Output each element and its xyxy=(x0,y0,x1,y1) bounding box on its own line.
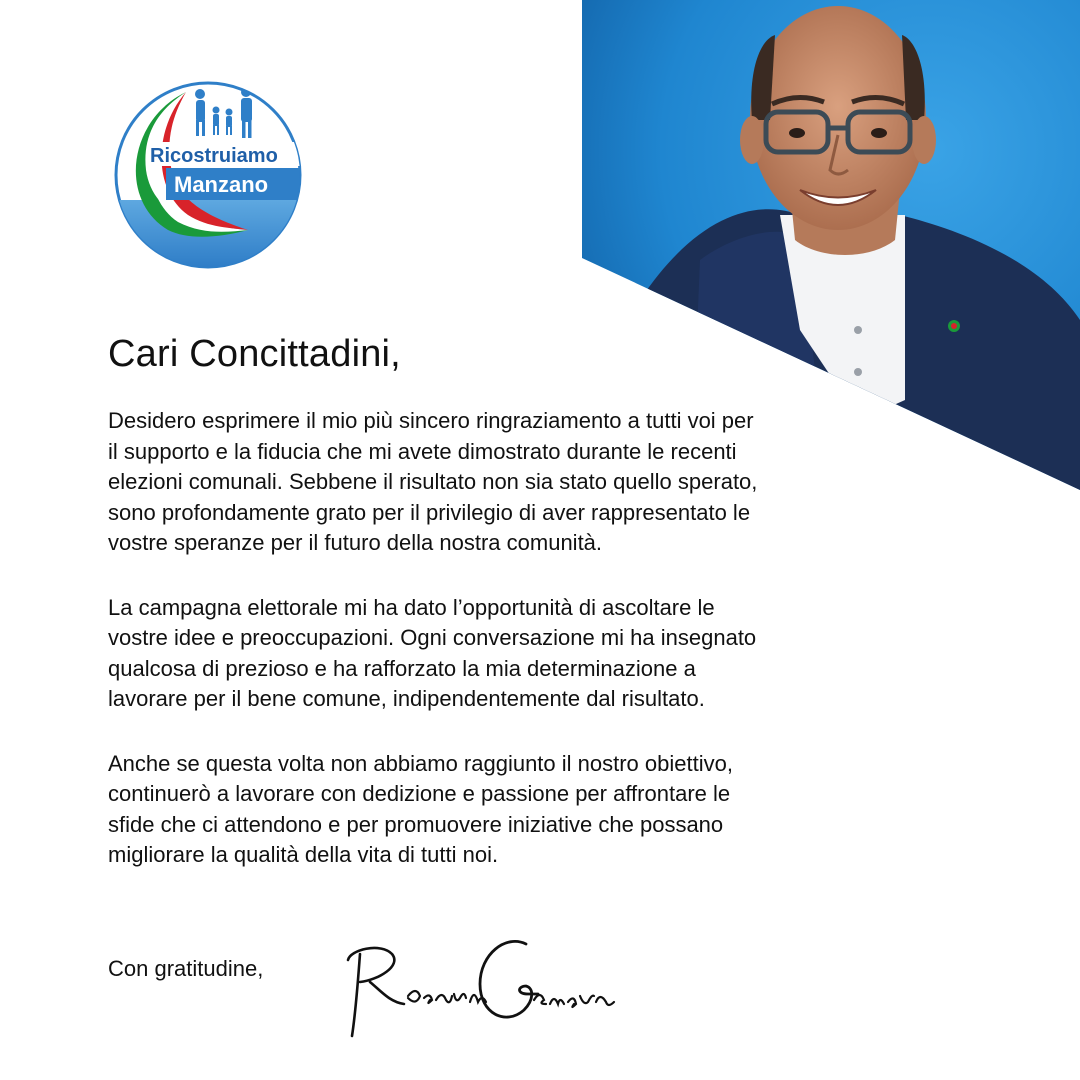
paragraph-line: continuerò a lavorare con dedizione e passione per affrontare le xyxy=(108,781,731,806)
letter-paragraph xyxy=(108,406,908,559)
paragraph-line: sono profondamente grato per il privilegio di aver rappresentato le xyxy=(108,499,751,525)
paragraph-line: Anche se questa volta non abbiamo raggiunto il nostro obiettivo, xyxy=(108,750,733,776)
paragraph-line: vostre idee e preoccupazioni. Ogni conversazione mi ha insegnato xyxy=(108,625,757,650)
paragraph-line: La campagna elettorale mi ha dato l’opportunità di ascoltare le xyxy=(108,594,715,620)
greeting: Cari Concittadini, xyxy=(108,333,401,375)
party-logo xyxy=(108,80,308,270)
logo-line1: Ricostruiamo xyxy=(150,145,278,167)
letter-paragraph xyxy=(108,749,908,871)
paragraph-line: vostre speranze per il futuro della nostra comunità. xyxy=(108,530,603,555)
letter-paragraph xyxy=(108,593,908,715)
paragraph-line: qualcosa di prezioso e ha rafforzato la mia determinazione a xyxy=(108,655,696,681)
paragraph-line: migliorare la qualità della vita di tutti noi. xyxy=(108,842,499,867)
logo-line2: Manzano xyxy=(174,172,269,197)
letter-body xyxy=(108,330,908,905)
paragraph-line: sfide che ci attendono e per promuovere iniziative che possano xyxy=(108,811,724,837)
signature xyxy=(330,930,630,1040)
paragraph-line: il supporto e la fiducia che mi avete dimostrato durante le recenti xyxy=(108,438,737,464)
paragraph-line: Desidero esprimere il mio più sincero ringraziamento a tutti voi per xyxy=(108,408,754,433)
paragraph-line: elezioni comunali. Sebbene il risultato non sia stato quello sperato, xyxy=(108,469,758,494)
closing: Con gratitudine, xyxy=(108,956,264,981)
letter-paragraphs xyxy=(108,406,908,871)
paragraph-line: lavorare per il bene comune, indipendentemente dal risultato. xyxy=(108,686,705,711)
